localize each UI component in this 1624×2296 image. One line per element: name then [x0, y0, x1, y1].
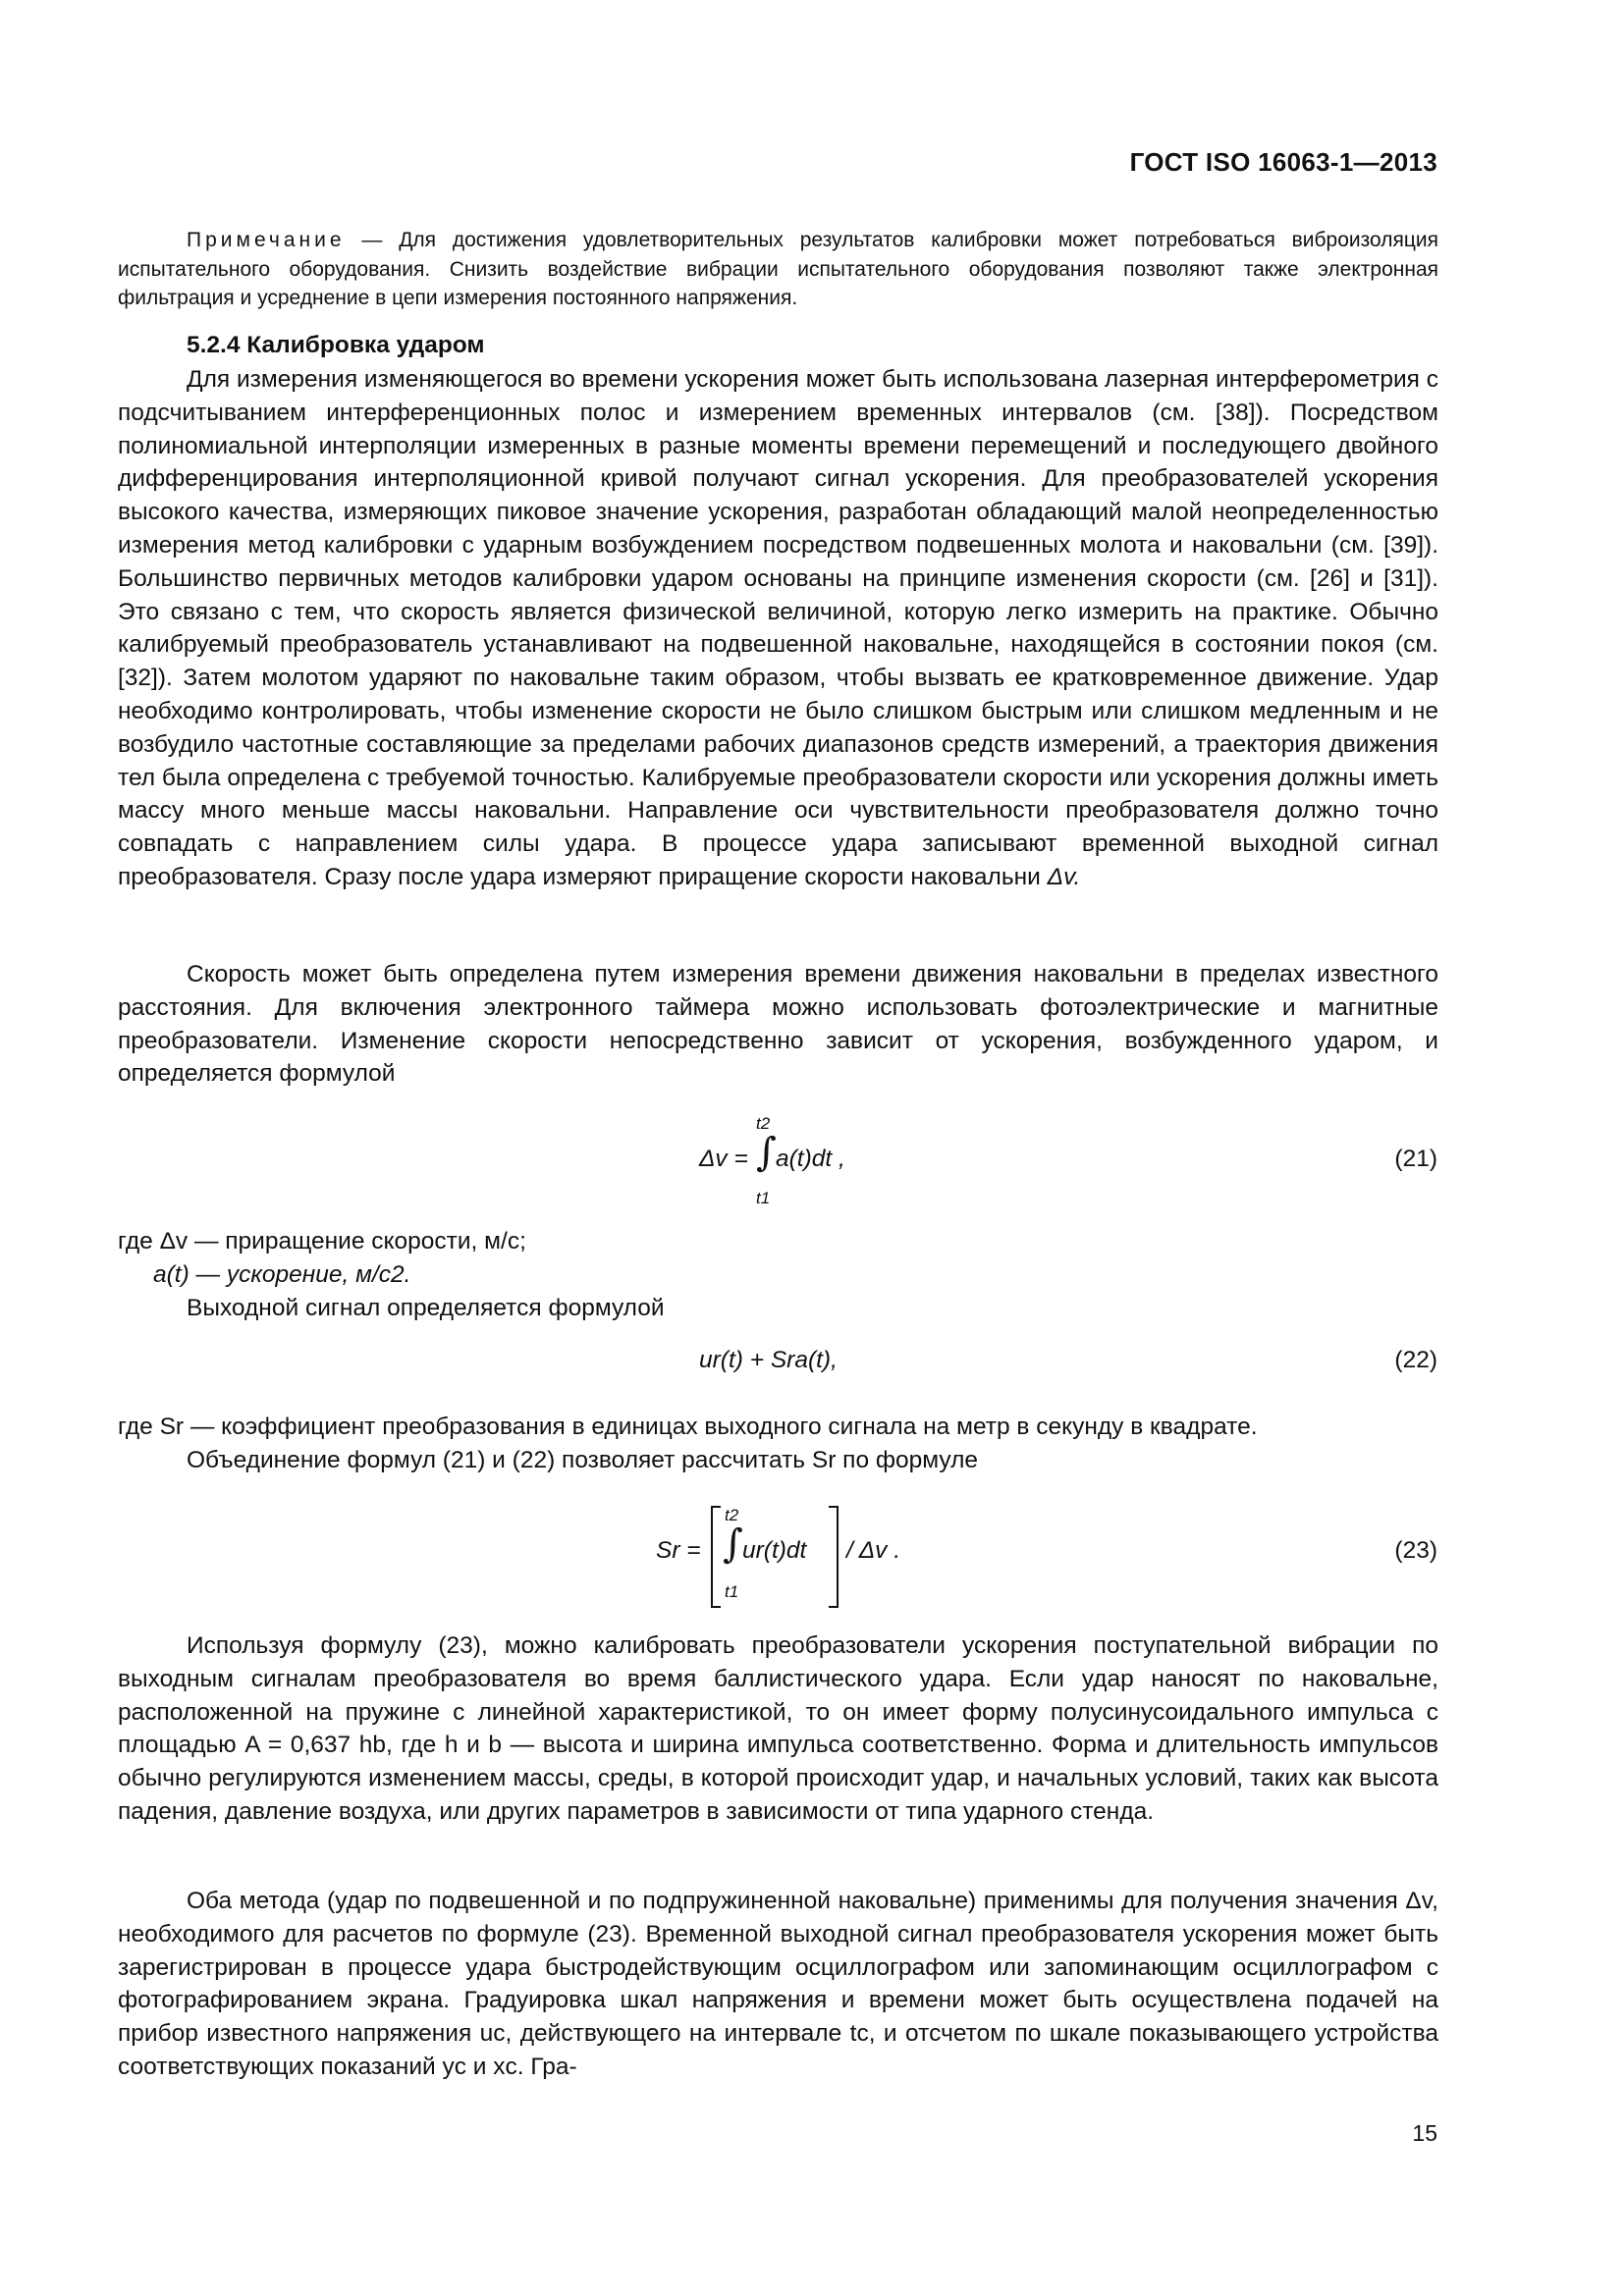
- paragraph-4: [118, 1885, 1438, 2084]
- definition-delta-v: где Δv — приращение скорости, м/с;: [118, 1228, 526, 1255]
- eq21-lhs: Δv =: [699, 1146, 748, 1172]
- document-header: ГОСТ ISO 16063-1—2013: [1129, 147, 1437, 177]
- equation-23: [656, 1502, 931, 1610]
- equation-23-number: (23): [1394, 1537, 1437, 1564]
- eq23-integrand: ur(t)dt: [742, 1537, 807, 1564]
- combine-formulas-text: Объединение формул (21) и (22) позволяет рассчитать Sr по формуле: [187, 1447, 979, 1473]
- paragraph-1-text: Для измерения изменяющегося во времени ускорения может быть использована лазерная интерферометрия с подсчитыванием интерференционных полос и измерением временных интервалов (см. [38]). Посредством полиномиальной интерполяции измеренных в разные моменты времени перемещений и последующего двойного дифференцирования интерполяционной кривой получают сигнал ускорения. Для преобразователей ускорения высокого качества, измеряющих пиковое значение ускорения, разработан обладающий малой неопределенностью измерения метод калибровки с ударным возбуждением посредством подвешенных молота и наковальни (см. [39]). Большинство первичных методов калибровки ударом основаны на принципе изменения скорости (см. [26] и [31]). Это связано с тем, что скорость является физической величиной, которую легко измерить на практике. Обычно калибруемый преобразователь устанавливают на подвешенной наковальне, находящейся в состоянии покоя (см. [32]). Затем молотом ударяют по наковальне таким образом, чтобы вызвать ее кратковременное движение. Удар необходимо контролировать, чтобы изменение скорости не было слишком быстрым или слишком медленным и не возбудило частотные составляющие за пределами рабочих диапазонов средств измерений, а траектория движения тел была определена с требуемой точностью. Калибруемые преобразователи скорости или ускорения должны иметь массу много меньше массы наковальни. Направление оси чувствительности преобразователя должно точно совпадать с направлением силы удара. В процессе удара записывают временной выходной сигнал преобразователя. Сразу после удара измеряют приращение скорости наковальни: [118, 366, 1438, 890]
- paragraph-2: [118, 958, 1438, 1091]
- eq23-upper-limit: t2: [725, 1506, 739, 1524]
- paragraph-1-end: Δv.: [1047, 863, 1081, 890]
- paragraph-3: [118, 1629, 1438, 1829]
- equation-22: ur(t) + Sra(t),: [699, 1347, 838, 1373]
- eq23-lower-limit: t1: [725, 1582, 739, 1601]
- note-text: — Для достижения удовлетворительных результатов калибровки может потребоваться виброизоляция испытательного оборудования. Снизить воздействие вибрации испытательного оборудования позволяют также электронная фильтрация и усреднение в цепи измерения постоянного напряжения.: [118, 229, 1438, 310]
- left-bracket: [711, 1506, 721, 1608]
- equation-21: [699, 1114, 935, 1212]
- integral-sign: ∫: [723, 1522, 743, 1567]
- paragraph-2-text: Скорость может быть определена путем измерения времени движения наковальни в пределах известного расстояния. Для включения электронного таймера можно использовать фотоэлектрические и магнитные преобразователи. Изменение скорости непосредственно зависит от ускорения, возбужденного ударом, и определяется формулой: [118, 961, 1438, 1088]
- eq21-upper-limit: t2: [756, 1114, 771, 1133]
- eq21-lower-limit: t1: [756, 1189, 771, 1207]
- page-number: 15: [1412, 2120, 1437, 2146]
- integral-sign: ∫: [756, 1130, 777, 1175]
- eq21-integrand: a(t)dt ,: [776, 1146, 845, 1172]
- paragraph-3-text: Используя формулу (23), можно калибровать преобразователи ускорения поступательной вибрации по выходным сигналам преобразователя во время баллистического удара. Если удар наносят по наковальне, расположенной на пружине с линейной характеристикой, то он имеет форму полусинусоидального импульса с площадью A = 0,637 hb, где h и b — высота и ширина импульса соответственно. Форма и длительность импульсов обычно регулируются изменением массы, среды, в которой происходит удар, и начальных условий, таких как высота падения, давление воздуха, или других параметров в зависимости от типа ударного стенда.: [118, 1632, 1438, 1825]
- right-bracket: [829, 1506, 839, 1608]
- output-signal-text: Выходной сигнал определяется формулой: [187, 1295, 665, 1321]
- paragraph-1: [118, 363, 1438, 894]
- definition-a-t: a(t) — ускорение, м/с2.: [153, 1261, 411, 1288]
- equation-21-number: (21): [1394, 1146, 1437, 1172]
- section-title: 5.2.4 Калибровка ударом: [187, 332, 485, 358]
- note-label: Примечание: [187, 229, 346, 251]
- note-block: [118, 226, 1438, 313]
- eq23-lhs: Sr =: [656, 1537, 701, 1564]
- eq23-rhs: / Δv .: [846, 1537, 901, 1564]
- equation-22-number: (22): [1394, 1347, 1437, 1373]
- definition-sr: где Sr — коэффициент преобразования в единицах выходного сигнала на метр в секунду в квадрате.: [118, 1414, 1258, 1440]
- paragraph-4-text: Оба метода (удар по подвешенной и по подпружиненной наковальне) применимы для получения значения Δv, необходимого для расчетов по формуле (23). Временной выходной сигнал преобразователя ускорения может быть зарегистрирован в процессе удара быстродействующим осциллографом или запоминающим осциллографом с фотографированием экрана. Градуировка шкал напряжения и времени может быть осуществлена подачей на прибор известного напряжения uc, действующего на интервале tc, и отсчетом по шкале показывающего устройства соответствующих показаний yc и xc. Гра-: [118, 1888, 1438, 2080]
